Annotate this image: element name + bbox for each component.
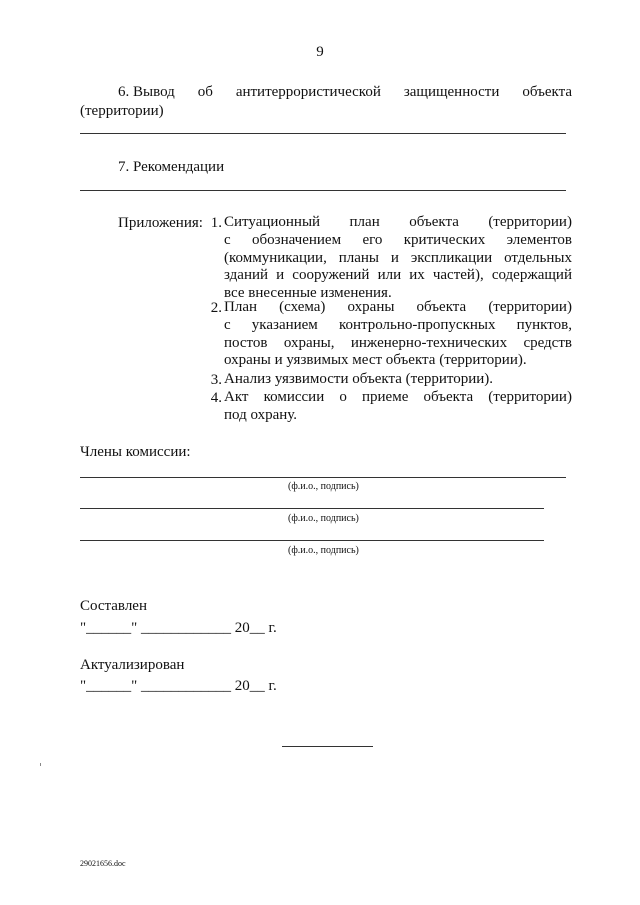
section6-continuation: (территории) bbox=[80, 103, 164, 119]
section6-word: 6. Вывод bbox=[118, 84, 175, 100]
signature-caption-2: (ф.и.о., подпись) bbox=[288, 513, 359, 524]
signature-line-1 bbox=[80, 477, 566, 478]
attachment-item-text bbox=[224, 299, 572, 370]
attachment-word: элементов bbox=[506, 231, 572, 248]
attachment-line bbox=[224, 389, 572, 407]
section6-heading bbox=[118, 82, 572, 102]
attachment-word: сооружений bbox=[292, 267, 370, 284]
attachment-word: зданий bbox=[224, 267, 269, 284]
composed-label: Составлен bbox=[80, 598, 147, 614]
attachment-word: средств bbox=[523, 334, 572, 351]
attachment-word: планы bbox=[338, 249, 379, 266]
attachment-line bbox=[224, 299, 572, 317]
signature-line-2 bbox=[80, 508, 544, 509]
attachment-word: постов bbox=[224, 334, 268, 351]
signature-caption-1: (ф.и.о., подпись) bbox=[288, 481, 359, 492]
attachment-number: 4. bbox=[210, 390, 222, 406]
attachment-word: и bbox=[390, 249, 399, 266]
attachment-word: комиссии bbox=[263, 389, 325, 405]
section6-word: об bbox=[197, 84, 213, 100]
attachment-item-text bbox=[224, 214, 572, 303]
attachment-word: содержащий bbox=[491, 267, 572, 284]
attachment-word: под охрану. bbox=[224, 406, 298, 423]
section6-fill-line bbox=[80, 133, 566, 134]
attachment-word: охраны и уязвимых мест объекта (территории). bbox=[224, 352, 527, 369]
attachment-word: объекта bbox=[423, 389, 474, 405]
attachment-word: или bbox=[377, 267, 402, 284]
attachment-word: и bbox=[276, 267, 285, 284]
updated-date: "______" ____________ 20__ г. bbox=[80, 678, 277, 694]
section6-word: защищенности bbox=[403, 84, 500, 100]
attachment-line bbox=[224, 232, 572, 250]
attachment-word: пунктов, bbox=[516, 316, 572, 333]
section6-word: антитеррористической bbox=[235, 84, 381, 100]
attachment-word: указанием bbox=[251, 316, 318, 333]
attachment-word: инженерно-технических bbox=[350, 334, 508, 351]
attachment-line bbox=[224, 352, 572, 370]
attachment-word: Ситуационный bbox=[224, 214, 321, 230]
attachment-word: план bbox=[349, 214, 380, 230]
margin-mark bbox=[40, 763, 41, 766]
attachment-word: (территории) bbox=[488, 389, 572, 405]
section7-heading: 7. Рекомендации bbox=[118, 159, 225, 175]
section7-fill-line bbox=[80, 190, 566, 191]
attachment-word: с bbox=[224, 231, 231, 248]
closing-separator bbox=[282, 746, 373, 747]
attachment-line bbox=[224, 317, 572, 335]
commission-label: Члены комиссии: bbox=[80, 444, 191, 460]
attachment-word: с bbox=[224, 316, 231, 333]
attachment-word: его bbox=[362, 231, 383, 248]
attachment-word: (коммуникации, bbox=[224, 249, 327, 266]
attachment-item-text bbox=[224, 389, 572, 425]
attachment-word: экспликации bbox=[410, 249, 493, 266]
attachment-word: План bbox=[224, 299, 258, 315]
attachment-word: Акт bbox=[224, 389, 249, 405]
section6-line1 bbox=[118, 82, 572, 102]
attachment-word: охраны bbox=[347, 299, 395, 315]
attachment-line bbox=[224, 407, 572, 425]
attachment-word: Анализ уязвимости объекта (территории). bbox=[224, 371, 494, 387]
attachment-number: 1. bbox=[210, 215, 222, 231]
attachment-word: о bbox=[339, 389, 347, 405]
footer-filename: 29021656.doc bbox=[80, 859, 126, 868]
attachment-word: (территории) bbox=[488, 299, 572, 315]
attachment-item-text bbox=[224, 371, 572, 389]
attachment-word: отдельных bbox=[504, 249, 572, 266]
attachment-word: приеме bbox=[362, 389, 409, 405]
attachment-word: все внесенные изменения. bbox=[224, 285, 392, 302]
attachment-line bbox=[224, 267, 572, 285]
attachment-word: охраны, bbox=[283, 334, 335, 351]
attachment-word: частей), bbox=[432, 267, 484, 284]
attachment-number: 2. bbox=[210, 300, 222, 316]
signature-caption-3: (ф.и.о., подпись) bbox=[288, 545, 359, 556]
attachment-word: (схема) bbox=[279, 299, 326, 315]
attachment-word: объекта bbox=[409, 214, 459, 230]
attachment-line bbox=[224, 214, 572, 232]
attachment-word: обозначением bbox=[252, 231, 342, 248]
attachment-line bbox=[224, 371, 572, 389]
attachment-word: их bbox=[409, 267, 425, 284]
attachments-label: Приложения: bbox=[118, 215, 203, 231]
section6-word: объекта bbox=[522, 84, 572, 100]
attachment-word: критических bbox=[403, 231, 486, 248]
composed-date: "______" ____________ 20__ г. bbox=[80, 620, 277, 636]
attachment-word: (территории) bbox=[488, 214, 572, 230]
attachment-line bbox=[224, 335, 572, 353]
signature-line-3 bbox=[80, 540, 544, 541]
updated-label: Актуализирован bbox=[80, 657, 185, 673]
attachment-number: 3. bbox=[210, 372, 222, 388]
attachment-word: объекта bbox=[416, 299, 467, 315]
attachment-word: контрольно-пропускных bbox=[338, 316, 496, 333]
attachment-line bbox=[224, 250, 572, 268]
page-number: 9 bbox=[316, 44, 324, 60]
